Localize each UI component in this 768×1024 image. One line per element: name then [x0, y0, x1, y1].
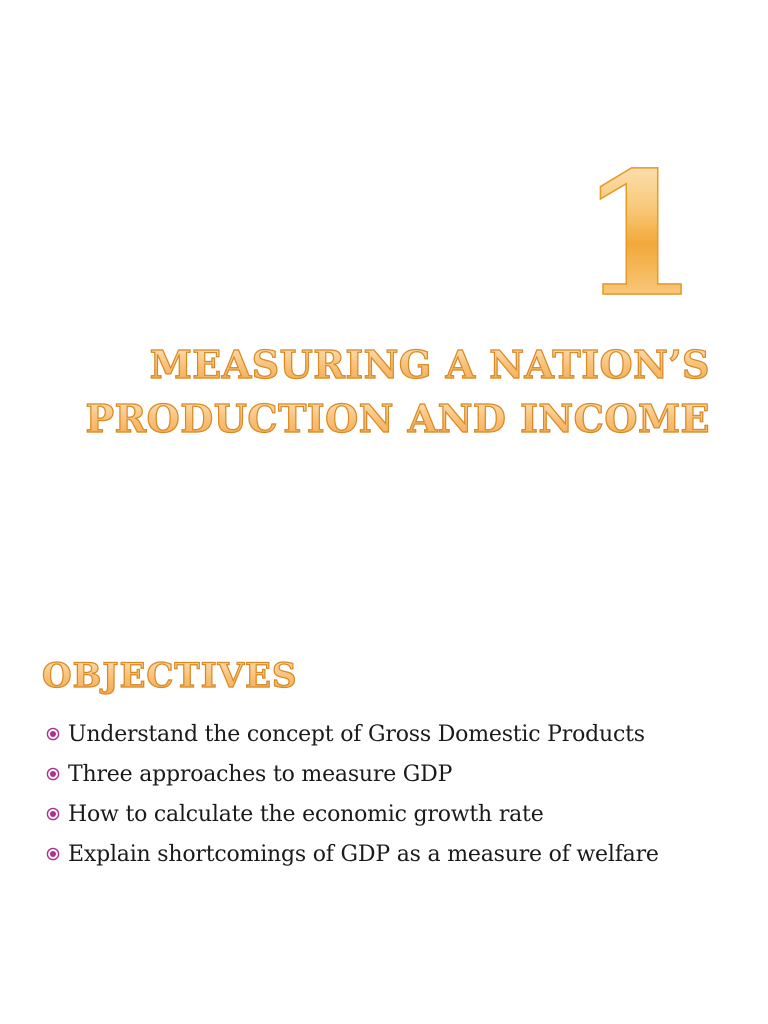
chapter-title-line-2: PRODUCTION AND INCOME [86, 392, 711, 446]
objectives-list [46, 714, 659, 874]
circle-dot-icon [46, 847, 60, 861]
circle-dot-icon [46, 767, 60, 781]
circle-dot-icon [46, 727, 60, 741]
circle-dot-icon [46, 807, 60, 821]
objective-text: Explain shortcomings of GDP as a measure of welfare [68, 841, 659, 867]
objectives-heading: OBJECTIVES [42, 652, 297, 700]
objective-text: Understand the concept of Gross Domestic Products [68, 721, 645, 747]
objective-text: Three approaches to measure GDP [68, 761, 453, 787]
objective-item [46, 754, 659, 794]
objective-item [46, 794, 659, 834]
objective-item [46, 714, 659, 754]
chapter-number: 1 [579, 135, 698, 335]
objective-text: How to calculate the economic growth rate [68, 801, 544, 827]
chapter-title-line-1: MEASURING A NATION’S [86, 338, 711, 392]
chapter-title [86, 338, 711, 446]
objective-item [46, 834, 659, 874]
